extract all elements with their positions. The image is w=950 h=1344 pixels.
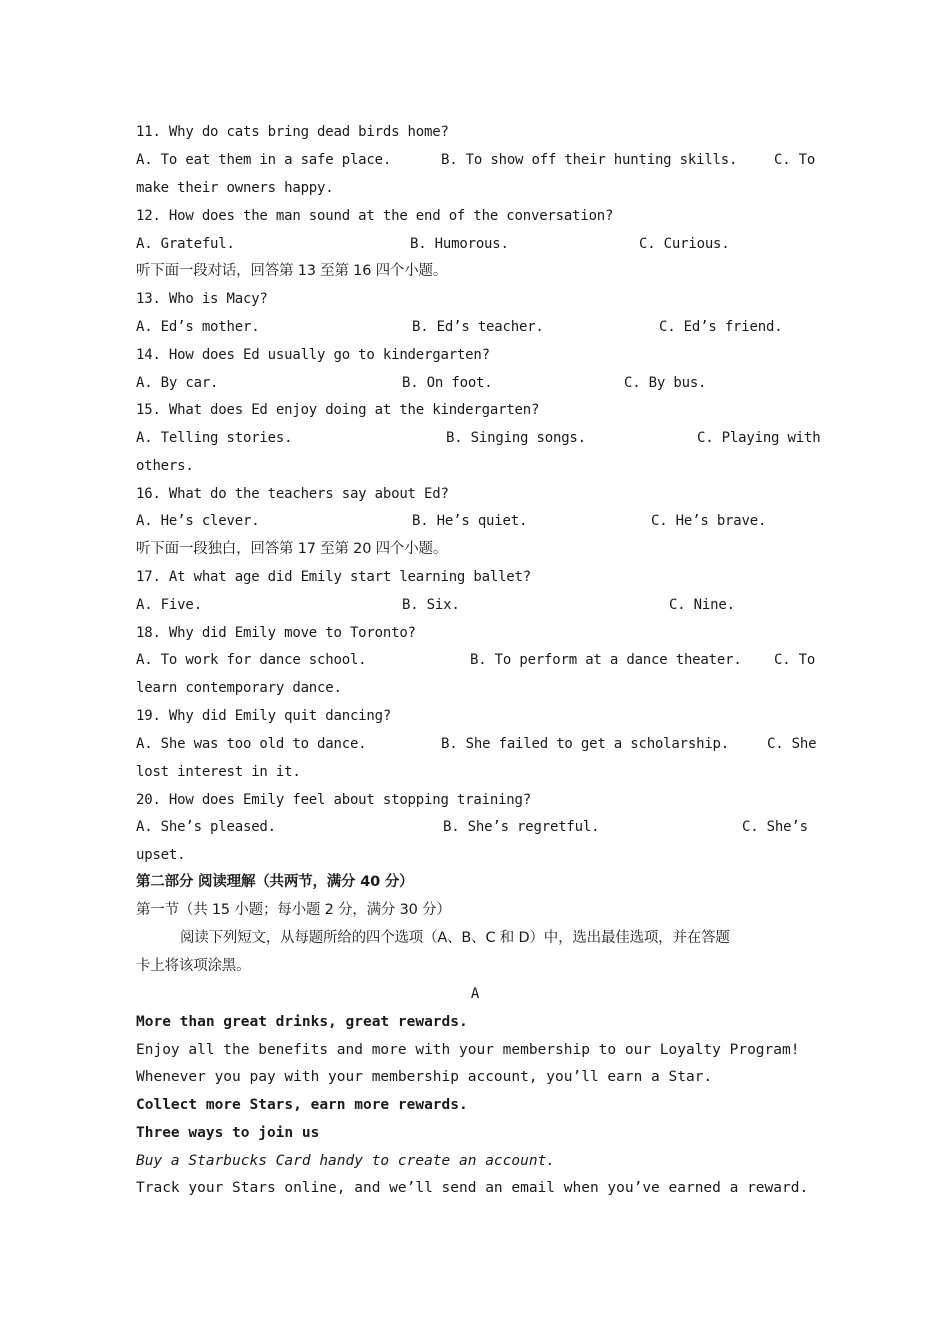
question-19-option-c: C. She [767, 736, 817, 752]
question-11-option-c: C. To [774, 152, 816, 168]
reading-instruction-line-1: 阅读下列短文，从每题所给的四个选项（A、B、C 和 D）中，选出最佳选项，并在答题 [180, 930, 730, 946]
question-13-stem: 13. Who is Macy? [136, 291, 268, 307]
question-14-option-b: B. On foot. [402, 375, 493, 391]
question-20-stem: 20. How does Emily feel about stopping training? [136, 792, 531, 808]
question-11-option-b: B. To show off their hunting skills. [441, 152, 738, 168]
question-15-option-c: C. Playing with [697, 430, 821, 446]
question-16-option-a: A. He’s clever. [136, 513, 260, 529]
question-20-option-a: A. She’s pleased. [136, 819, 276, 835]
part-2-title: 第二部分 阅读理解（共两节，满分 40 分） [136, 874, 414, 890]
question-18-option-c: C. To [774, 652, 816, 668]
passage-paragraph-2: Whenever you pay with your membership account, you’ll earn a Star. [136, 1069, 713, 1085]
question-15-option-c-cont: others. [136, 458, 194, 474]
question-16-option-c: C. He’s brave. [651, 513, 767, 529]
passage-heading-2: Collect more Stars, earn more rewards. [136, 1097, 468, 1113]
question-16-option-b: B. He’s quiet. [412, 513, 528, 529]
reading-instruction-line-2: 卡上将该项涂黑。 [136, 958, 251, 974]
question-18-option-b: B. To perform at a dance theater. [470, 652, 742, 668]
question-13-option-c: C. Ed’s friend. [659, 319, 783, 335]
question-14-stem: 14. How does Ed usually go to kindergarten? [136, 347, 490, 363]
question-15-option-b: B. Singing songs. [446, 430, 586, 446]
question-17-stem: 17. At what age did Emily start learning ballet? [136, 569, 531, 585]
question-12-option-c: C. Curious. [639, 236, 730, 252]
question-11-option-c-cont: make their owners happy. [136, 180, 334, 196]
question-12-option-a: A. Grateful. [136, 236, 235, 252]
question-17-option-a: A. Five. [136, 597, 202, 613]
question-19-option-b: B. She failed to get a scholarship. [441, 736, 730, 752]
passage-paragraph-3: Track your Stars online, and we’ll send an email when you’ve earned a reward. [136, 1180, 809, 1196]
question-19-stem: 19. Why did Emily quit dancing? [136, 708, 392, 724]
question-11-stem: 11. Why do cats bring dead birds home? [136, 124, 449, 140]
question-14-option-a: A. By car. [136, 375, 219, 391]
question-12-stem: 12. How does the man sound at the end of the conversation? [136, 208, 614, 224]
question-19-option-c-cont: lost interest in it. [136, 764, 301, 780]
question-11-option-a: A. To eat them in a safe place. [136, 152, 392, 168]
question-20-option-c: C. She’s [742, 819, 808, 835]
instruction-13-16: 听下面一段对话，回答第 13 至第 16 四个小题。 [136, 263, 448, 279]
passage-heading-1: More than great drinks, great rewards. [136, 1014, 468, 1030]
question-16-stem: 16. What do the teachers say about Ed? [136, 486, 449, 502]
question-18-stem: 18. Why did Emily move to Toronto? [136, 625, 416, 641]
question-17-option-b: B. Six. [402, 597, 460, 613]
section-1-header: 第一节（共 15 小题；每小题 2 分，满分 30 分） [136, 902, 451, 918]
question-15-option-a: A. Telling stories. [136, 430, 293, 446]
question-18-option-a: A. To work for dance school. [136, 652, 367, 668]
question-19-option-a: A. She was too old to dance. [136, 736, 367, 752]
passage-paragraph-1: Enjoy all the benefits and more with your membership to our Loyalty Program! [136, 1042, 800, 1058]
question-15-stem: 15. What does Ed enjoy doing at the kindergarten? [136, 402, 540, 418]
passage-heading-3: Three ways to join us [136, 1125, 320, 1141]
passage-italic-line: Buy a Starbucks Card handy to create an account. [136, 1153, 556, 1169]
question-13-option-a: A. Ed’s mother. [136, 319, 260, 335]
question-20-option-b: B. She’s regretful. [443, 819, 600, 835]
question-18-option-c-cont: learn contemporary dance. [136, 680, 342, 696]
question-17-option-c: C. Nine. [669, 597, 735, 613]
question-20-option-c-cont: upset. [136, 847, 186, 863]
question-12-option-b: B. Humorous. [410, 236, 509, 252]
question-14-option-c: C. By bus. [624, 375, 707, 391]
question-13-option-b: B. Ed’s teacher. [412, 319, 544, 335]
passage-letter: A [470, 986, 480, 1002]
instruction-17-20: 听下面一段独白，回答第 17 至第 20 四个小题。 [136, 541, 448, 557]
